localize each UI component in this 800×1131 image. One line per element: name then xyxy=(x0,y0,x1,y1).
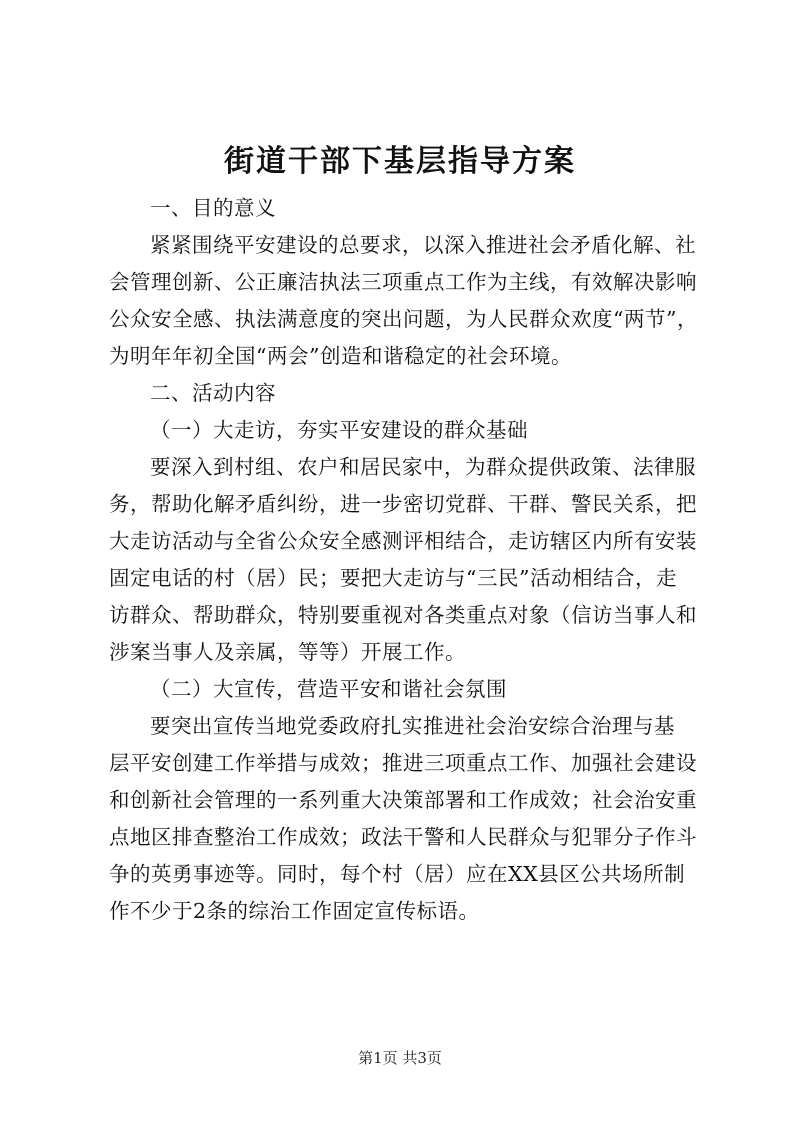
paragraph-line: 争的英勇事迹等。同时，每个村（居）应在XX县区公共场所制 xyxy=(109,862,686,886)
paragraph-line: 要突出宣传当地党委政府扎实推进社会治安综合治理与基 xyxy=(150,714,675,738)
paragraph-line: 要深入到村组、农户和居民家中，为群众提供政策、法律服 xyxy=(150,455,696,479)
section-heading-purpose: 一、目的意义 xyxy=(150,196,276,220)
paragraph-line: 会管理创新、公正廉洁执法三项重点工作为主线，有效解决影响 xyxy=(109,270,697,294)
document-body xyxy=(109,190,697,930)
paragraph-line: 层平安创建工作举措与成效；推进三项重点工作、加强社会建设 xyxy=(109,751,697,775)
paragraph-line: 作不少于2条的综治工作固定宣传标语。 xyxy=(109,899,480,923)
paragraph-line: 务，帮助化解矛盾纠纷，进一步密切党群、干群、警民关系，把 xyxy=(109,492,697,516)
paragraph-line: 点地区排查整治工作成效；政法干警和人民群众与犯罪分子作斗 xyxy=(109,825,697,849)
section-heading-activities: 二、活动内容 xyxy=(150,381,276,405)
paragraph-line: 紧紧围绕平安建设的总要求，以深入推进社会矛盾化解、社 xyxy=(150,233,696,257)
paragraph-line: 公众安全感、执法满意度的突出问题，为人民群众欢度“两节”， xyxy=(109,307,698,331)
paragraph-line: 和创新社会管理的一系列重大决策部署和工作成效；社会治安重 xyxy=(109,788,697,812)
subsection-heading-visits: （一）大走访，夯实平安建设的群众基础 xyxy=(150,418,528,442)
subsection-heading-publicity: （二）大宣传，营造平安和谐社会氛围 xyxy=(150,677,507,701)
paragraph-line: 涉案当事人及亲属，等等）开展工作。 xyxy=(109,640,466,664)
document-title: 街道干部下基层指导方案 xyxy=(224,144,576,179)
paragraph-line: 为明年年初全国“两会”创造和谐稳定的社会环境。 xyxy=(109,344,572,368)
paragraph-line: 大走访活动与全省公众安全感测评相结合，走访辖区内所有安装 xyxy=(109,529,697,553)
paragraph-line: 访群众、帮助群众，特别要重视对各类重点对象（信访当事人和 xyxy=(109,603,697,627)
paragraph-line: 固定电话的村（居）民；要把大走访与“三民”活动相结合，走 xyxy=(109,566,677,590)
page-number-footer: 第1页 共3页 xyxy=(358,1049,442,1067)
